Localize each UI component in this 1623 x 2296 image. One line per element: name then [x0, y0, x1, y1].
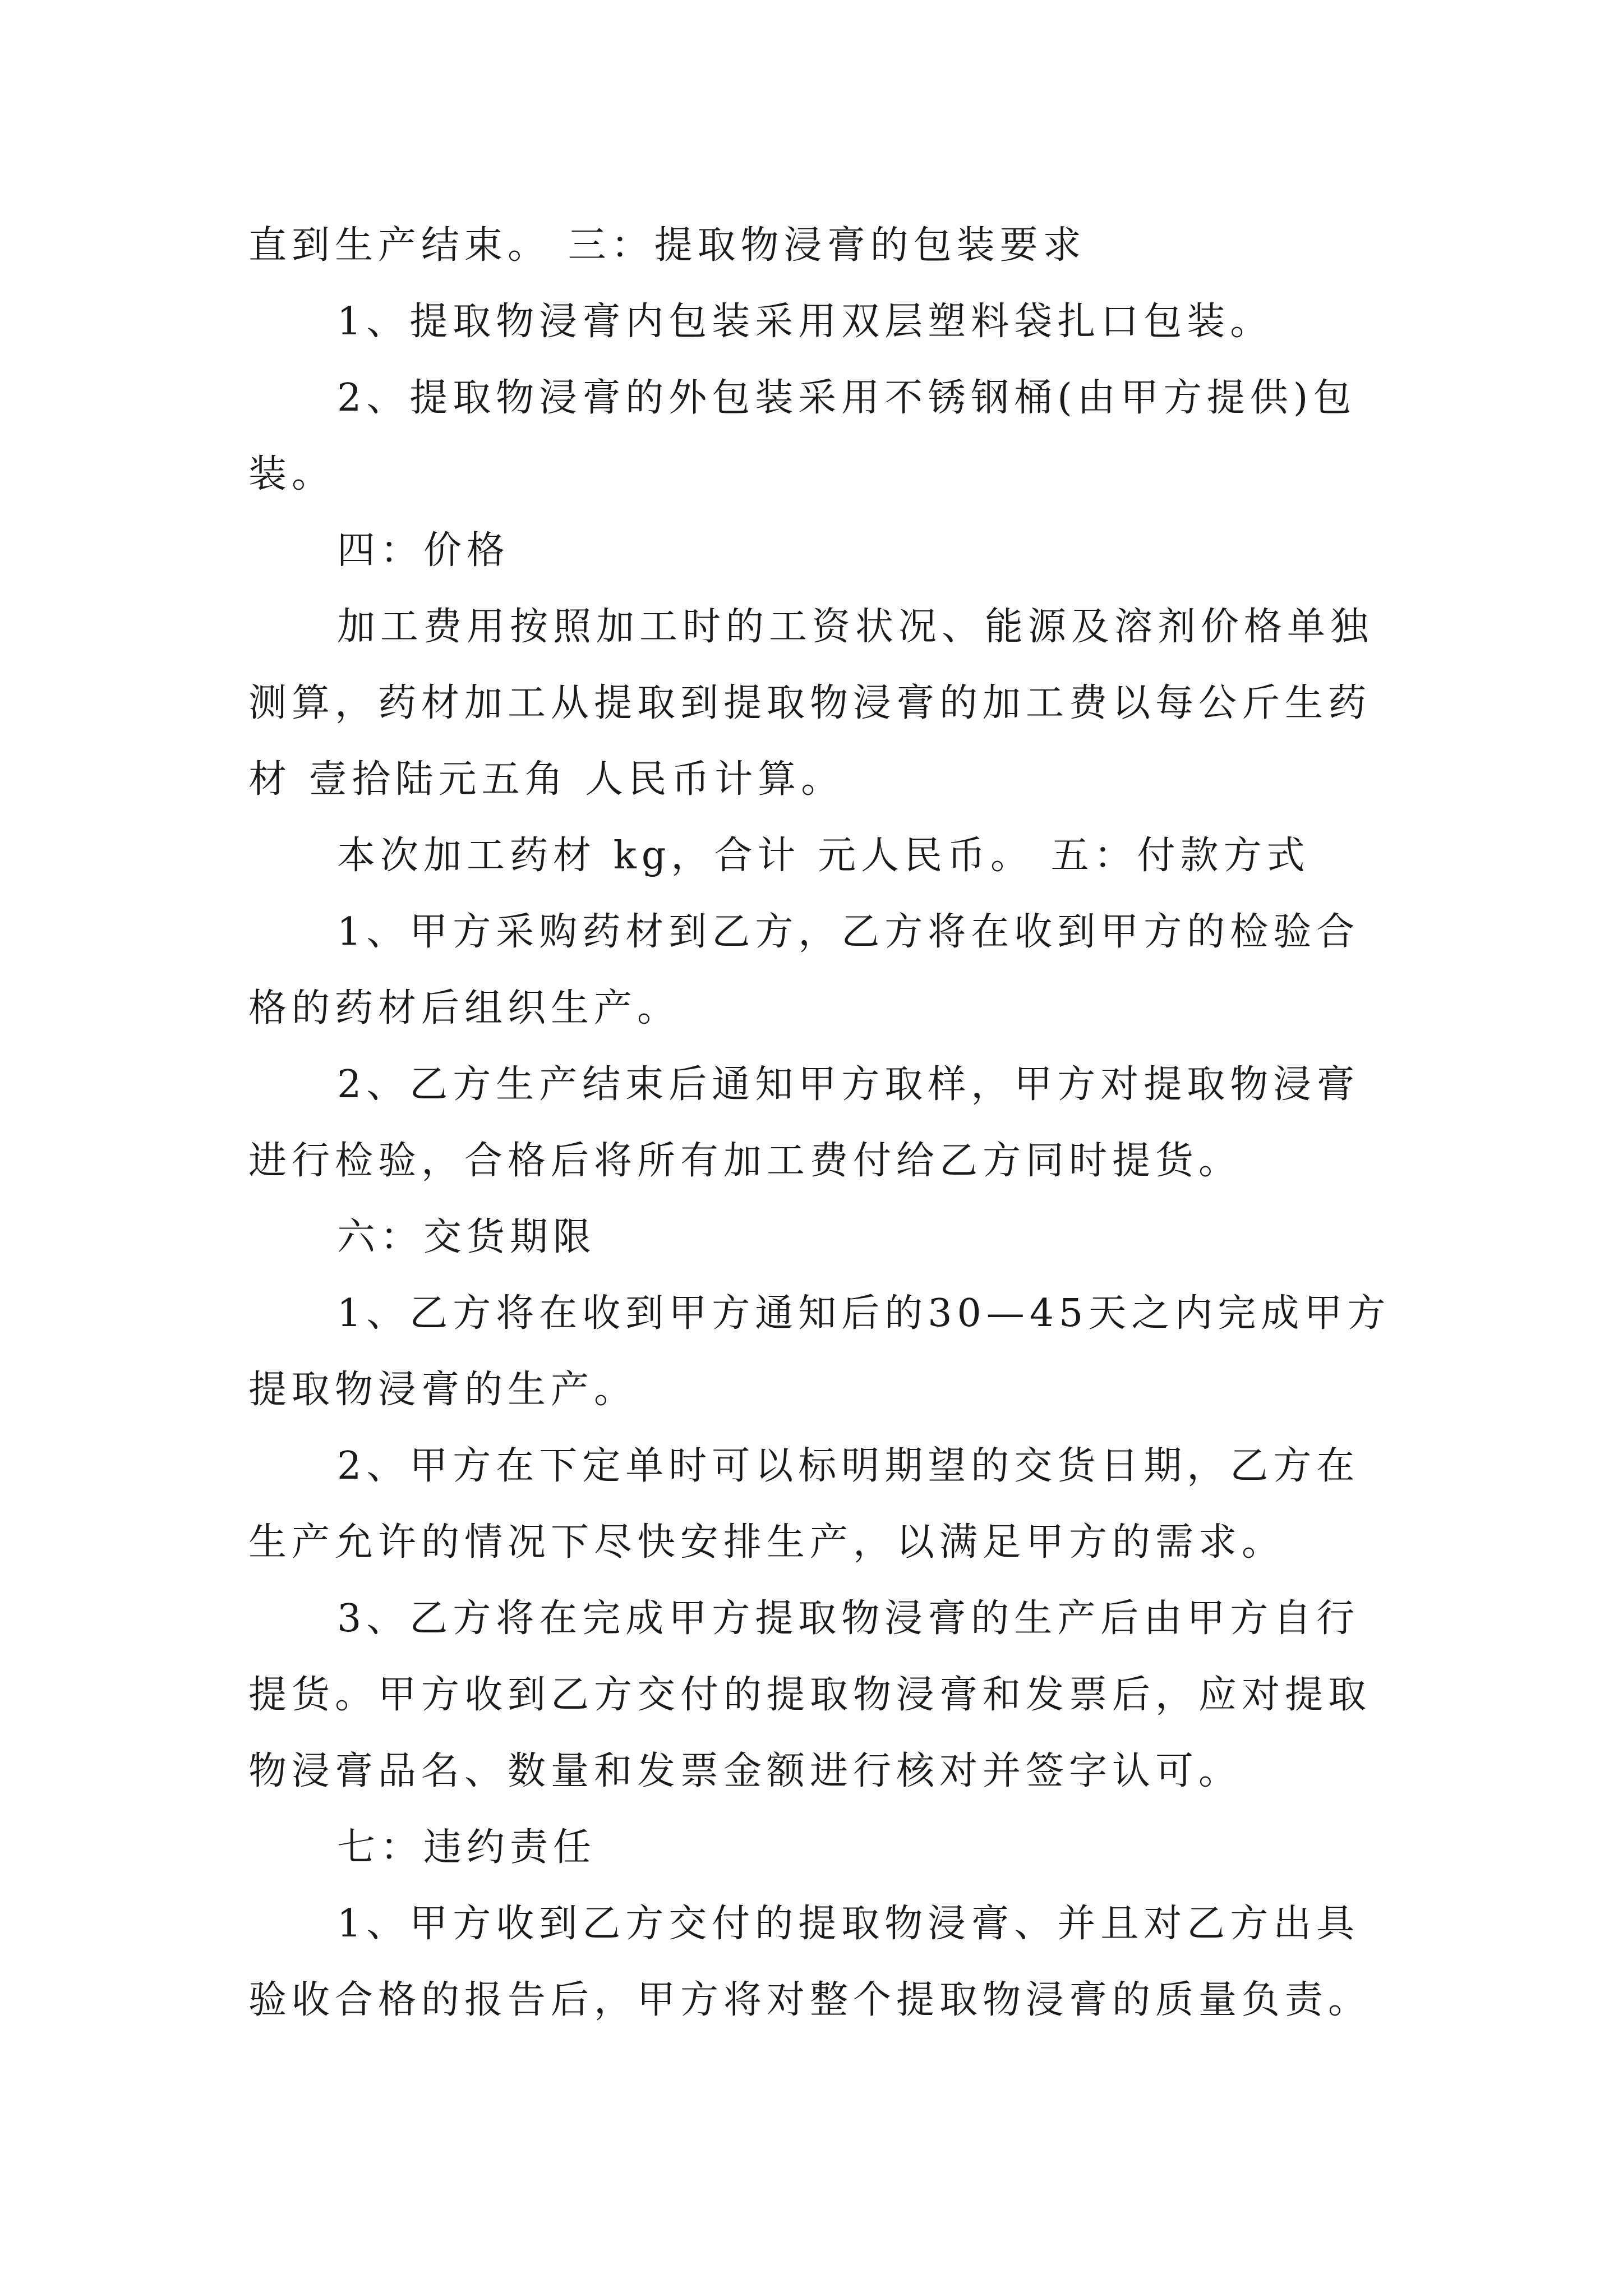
- text-line: 进行检验，合格后将所有加工费付给乙方同时提货。: [248, 1139, 1242, 1183]
- text-line: 1、甲方收到乙方交付的提取物浸膏、并且对乙方出具: [337, 1902, 1360, 1946]
- text-line: 本次加工药材 kg，合计 元人民币。 五：付款方式: [337, 834, 1310, 878]
- document-body: [248, 208, 1391, 2039]
- text-line: 验收合格的报告后，甲方将对整个提取物浸膏的质量负责。: [248, 1978, 1372, 2022]
- text-line: 物浸膏品名、数量和发票金额进行核对并签字认可。: [248, 1749, 1242, 1793]
- text-line: 格的药材后组织生产。: [248, 986, 681, 1030]
- text-line: 材 壹拾陆元五角 人民币计算。: [248, 757, 845, 802]
- text-line: 2、提取物浸膏的外包装采用不锈钢桶(由甲方提供)包: [337, 376, 1357, 420]
- text-line: 装。: [248, 452, 335, 496]
- text-line: 1、甲方采购药材到乙方，乙方将在收到甲方的检验合: [337, 910, 1360, 954]
- section-heading: 四：价格: [337, 528, 510, 573]
- section-heading: 六：交货期限: [337, 1215, 597, 1259]
- section-heading: 七：违约责任: [337, 1825, 597, 1870]
- text-line: 2、甲方在下定单时可以标明期望的交货日期，乙方在: [337, 1444, 1360, 1488]
- text-line: 2、乙方生产结束后通知甲方取样，甲方对提取物浸膏: [337, 1062, 1360, 1107]
- text-line: 1、提取物浸膏内包装采用双层塑料袋扎口包装。: [337, 300, 1274, 344]
- text-line: 3、乙方将在完成甲方提取物浸膏的生产后由甲方自行: [337, 1596, 1360, 1641]
- text-line: 提取物浸膏的生产。: [248, 1368, 638, 1412]
- text-line: 生产允许的情况下尽快安排生产，以满足甲方的需求。: [248, 1520, 1285, 1565]
- text-line: 测算，药材加工从提取到提取物浸膏的加工费以每公斤生药: [248, 681, 1372, 725]
- text-line: 提货。甲方收到乙方交付的提取物浸膏和发票后，应对提取: [248, 1673, 1372, 1717]
- text-line: 加工费用按照加工时的工资状况、能源及溶剂价格单独: [337, 605, 1374, 649]
- text-line: 直到生产结束。 三：提取物浸膏的包装要求: [248, 223, 1086, 268]
- text-line: 1、乙方将在收到甲方通知后的30—45天之内完成甲方: [337, 1291, 1391, 1336]
